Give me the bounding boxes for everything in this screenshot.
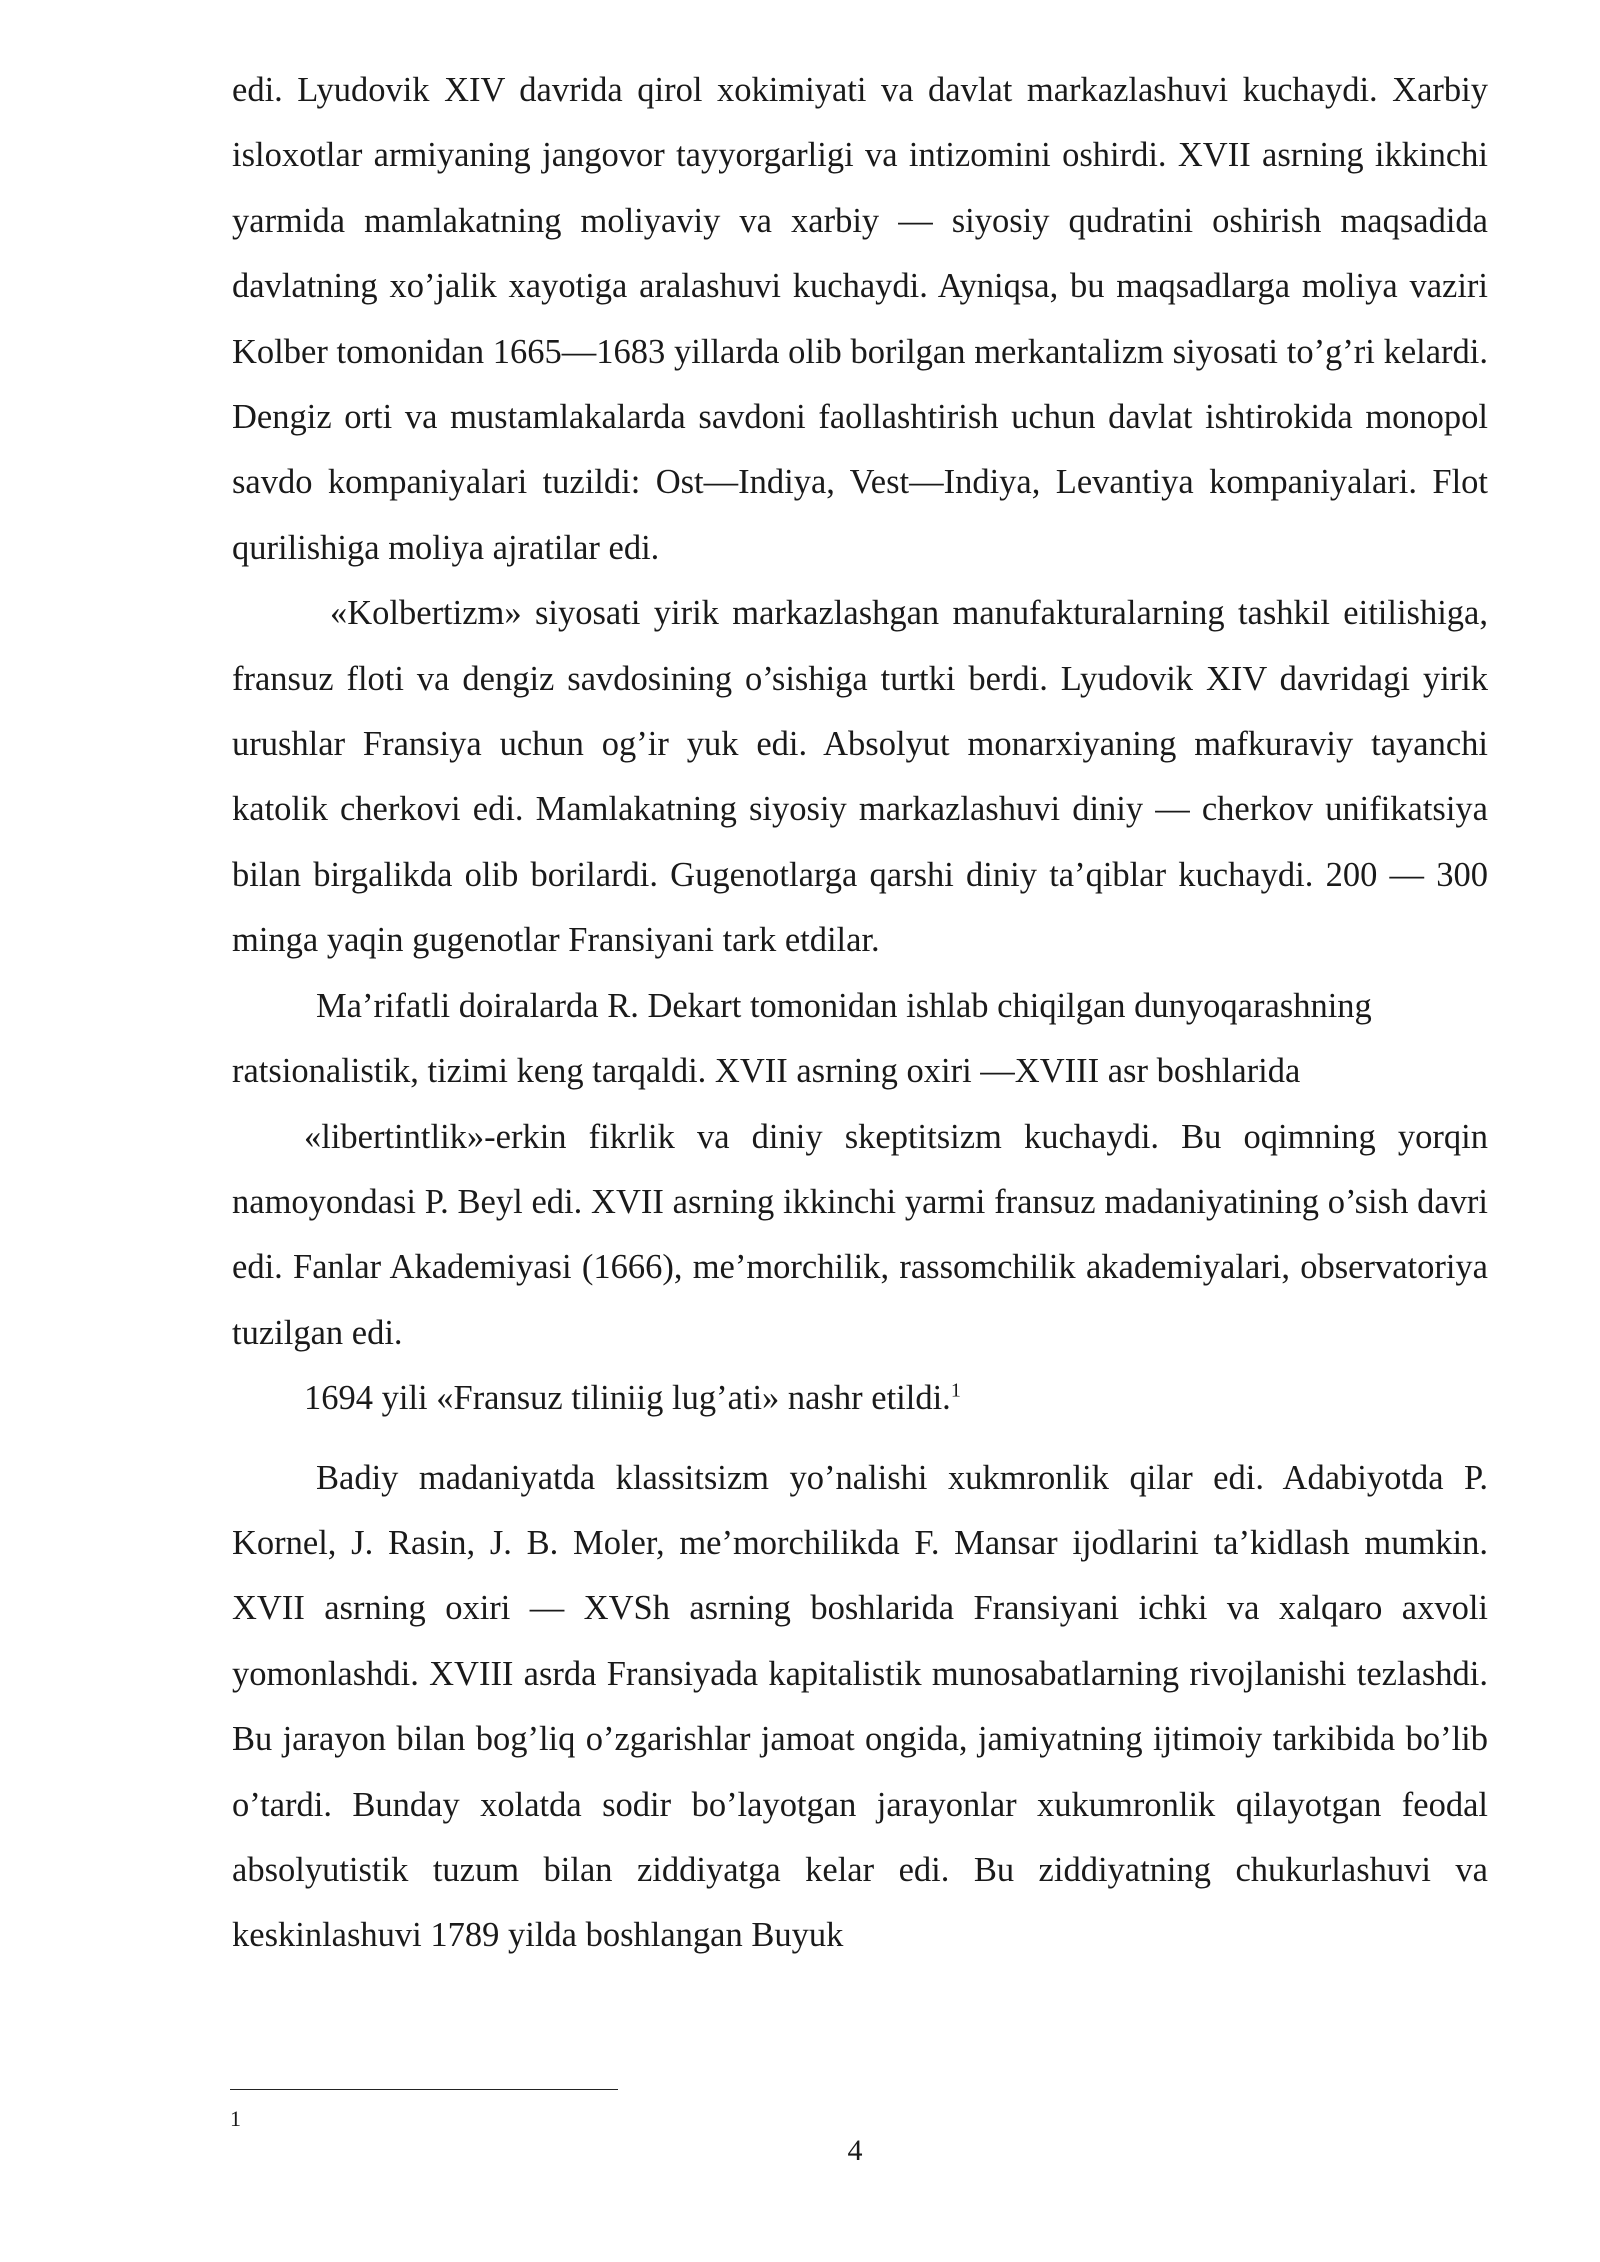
paragraph-1: edi. Lyudovik XIV davrida qirol xokimiyati va davlat markazlashuvi kuchaydi. Xarbiy isloxotlar armiyaning jangovor tayyorgarligi va intizomini oshirdi. XVII asrning ikkinchi yarmida mamlakatning moliyaviy va xarbiy — siyosiy qudratini oshirish maqsadida davlatning xo’jalik xayotiga aralashuvi kuchaydi. Ayniqsa, bu maqsadlarga moliya vaziri Kolber tomonidan 1665—1683 yillarda olib borilgan merkantalizm siyosati to’g’ri kelardi. Dengiz orti va mustamlakalarda savdoni faollashtirish uchun davlat ishtirokida monopol savdo kompaniyalari tuzildi: Ost—Indiya, Vest—Indiya, Levantiya kompaniyalari. Flot qurilishiga moliya ajratilar edi.: [232, 71, 1488, 567]
paragraph-4: «libertintlik»-erkin fikrlik va diniy skeptitsizm kuchaydi. Bu oqimning yorqin namoyondasi P. Beyl edi. XVII asrning ikkinchi yarmi fransuz madaniyatining o’sish davri edi. Fanlar Akademiyasi (1666), me’morchilik, rassomchilik akademiyalari, observatoriya tuzilgan edi.: [232, 1117, 1488, 1352]
document-body: [232, 58, 1488, 1969]
paragraph-2: «Kolbertizm» siyosati yirik markazlashgan manufakturalarning tashkil eitilishiga, fransuz floti va dengiz savdosining o’sishiga turtki berdi. Lyudovik XIV davridagi yirik urushlar Fransiya uchun og’ir yuk edi. Absolyut monarxiyaning mafkuraviy tayanchi katolik cherkovi edi. Mamlakatning siyosiy markazlashuvi diniy — cherkov unifikatsiya bilan birgalikda olib borilardi. Gugenotlarga qarshi diniy ta’qiblar kuchaydi. 200 — 300 minga yaqin gugenotlar Fransiyani tark etdilar.: [232, 594, 1488, 960]
footnote-reference[interactable]: 1: [950, 1379, 961, 1402]
page-number: 4: [847, 2134, 863, 2167]
paragraph-3: Ma’rifatli doiralarda R. Dekart tomonidan ishlab chiqilgan dunyoqarashning ratsionalistik, tizimi keng tarqaldi. XVII asrning oxiri —XVIII asr boshlarida: [232, 986, 1372, 1091]
paragraph-6: Badiy madaniyatda klassitsizm yo’nalishi xukmronlik qilar edi. Adabiyotda P. Kornel, J. Rasin, J. B. Moler, me’morchilikda F. Mansar ijodlarini ta’kidlash mumkin. XVII asrning oxiri — XVSh asrning boshlarida Fransiyani ichki va xalqaro axvoli yomonlashdi. XVIII asrda Fransiyada kapitalistik munosabatlarning rivojlanishi tezlashdi. Bu jarayon bilan bog’liq o’zgarishlar jamoat ongida, jamiyatning ijtimoiy tarkibida bo’lib o’tardi. Bunday xolatda sodir bo’layotgan jarayonlar xukumronlik qilayotgan feodal absolyutistik tuzum bilan ziddiyatga kelar edi. Bu ziddiyatning chukurlashuvi va keskinlashuvi 1789 yilda boshlangan Buyuk: [232, 1458, 1488, 1955]
paragraph-5: [232, 1366, 1488, 1431]
footnote-separator: [230, 2089, 618, 2090]
paragraph-gap: [232, 1432, 1488, 1446]
paragraph-5-text: 1694 yili «Fransuz tiliniig lug’ati» nashr etildi.: [304, 1379, 951, 1418]
footnote-number: 1: [230, 2106, 241, 2131]
